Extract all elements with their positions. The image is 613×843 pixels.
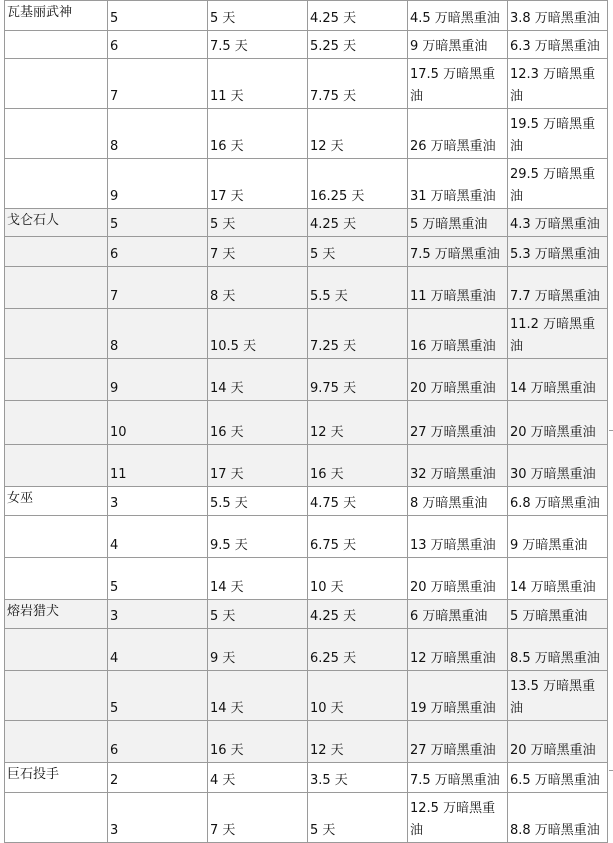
level-cell: 7 [108,59,208,109]
table-row [5,445,608,487]
empty-name-cell [5,401,108,445]
level-cell: 6 [108,31,208,59]
empty-name-cell [5,793,108,843]
troop-name-cell: 巨石投手 [5,763,108,793]
cost-a-cell: 26 万暗黑重油 [408,109,508,159]
cost-a-cell: 13 万暗黑重油 [408,516,508,558]
time-a-cell: 17 天 [208,445,308,487]
level-cell: 6 [108,237,208,267]
cost-b-cell: 4.3 万暗黑重油 [508,209,608,237]
troop-name-cell: 戈仑石人 [5,209,108,237]
table-row [5,763,608,793]
time-b-cell: 7.75 天 [308,59,408,109]
empty-name-cell [5,516,108,558]
time-a-cell: 4 天 [208,763,308,793]
cost-a-cell: 4.5 万暗黑重油 [408,1,508,31]
cost-a-cell: 27 万暗黑重油 [408,721,508,763]
empty-name-cell [5,558,108,600]
upgrade-table [4,0,608,843]
cost-a-cell: 12 万暗黑重油 [408,629,508,671]
cost-a-cell: 7.5 万暗黑重油 [408,237,508,267]
cost-a-cell: 11 万暗黑重油 [408,267,508,309]
time-a-cell: 5 天 [208,600,308,629]
cost-b-cell: 6.3 万暗黑重油 [508,31,608,59]
table-row [5,516,608,558]
time-a-cell: 16 天 [208,721,308,763]
cost-a-cell: 20 万暗黑重油 [408,359,508,401]
time-a-cell: 17 天 [208,159,308,209]
level-cell: 3 [108,600,208,629]
table-row [5,237,608,267]
empty-name-cell [5,671,108,721]
empty-name-cell [5,237,108,267]
time-b-cell: 10 天 [308,671,408,721]
cost-a-cell: 8 万暗黑重油 [408,487,508,516]
time-b-cell: 6.75 天 [308,516,408,558]
time-b-cell: 12 天 [308,401,408,445]
time-a-cell: 8 天 [208,267,308,309]
time-a-cell: 14 天 [208,558,308,600]
table-row [5,109,608,159]
time-b-cell: 5 天 [308,793,408,843]
level-cell: 4 [108,629,208,671]
cost-b-cell: 9 万暗黑重油 [508,516,608,558]
time-a-cell: 14 天 [208,359,308,401]
level-cell: 2 [108,763,208,793]
cost-b-cell: 7.7 万暗黑重油 [508,267,608,309]
cost-a-cell: 19 万暗黑重油 [408,671,508,721]
cost-b-cell: 8.8 万暗黑重油 [508,793,608,843]
cost-b-cell: 8.5 万暗黑重油 [508,629,608,671]
table-row [5,671,608,721]
cost-a-cell: 20 万暗黑重油 [408,558,508,600]
empty-name-cell [5,267,108,309]
edge-tick [609,770,613,771]
time-a-cell: 7 天 [208,793,308,843]
troop-name-cell: 瓦基丽武神 [5,1,108,31]
cost-a-cell: 5 万暗黑重油 [408,209,508,237]
level-cell: 5 [108,558,208,600]
cost-b-cell: 5.3 万暗黑重油 [508,237,608,267]
table-row [5,309,608,359]
level-cell: 8 [108,309,208,359]
cost-a-cell: 12.5 万暗黑重油 [408,793,508,843]
cost-b-cell: 6.5 万暗黑重油 [508,763,608,793]
cost-b-cell: 14 万暗黑重油 [508,558,608,600]
cost-b-cell: 20 万暗黑重油 [508,401,608,445]
cost-b-cell: 29.5 万暗黑重油 [508,159,608,209]
troop-name-cell: 熔岩猎犬 [5,600,108,629]
table-row [5,359,608,401]
table-row [5,793,608,843]
cost-b-cell: 19.5 万暗黑重油 [508,109,608,159]
time-a-cell: 9.5 天 [208,516,308,558]
upgrade-table-body [5,1,608,843]
time-a-cell: 16 天 [208,401,308,445]
edge-tick [609,430,613,431]
cost-a-cell: 16 万暗黑重油 [408,309,508,359]
level-cell: 9 [108,359,208,401]
time-b-cell: 10 天 [308,558,408,600]
level-cell: 5 [108,1,208,31]
time-a-cell: 16 天 [208,109,308,159]
empty-name-cell [5,445,108,487]
table-row [5,487,608,516]
empty-name-cell [5,31,108,59]
time-b-cell: 12 天 [308,721,408,763]
time-a-cell: 9 天 [208,629,308,671]
cost-a-cell: 6 万暗黑重油 [408,600,508,629]
time-b-cell: 4.25 天 [308,1,408,31]
level-cell: 11 [108,445,208,487]
time-a-cell: 7 天 [208,237,308,267]
level-cell: 9 [108,159,208,209]
table-row [5,629,608,671]
time-a-cell: 10.5 天 [208,309,308,359]
level-cell: 3 [108,793,208,843]
cost-b-cell: 30 万暗黑重油 [508,445,608,487]
time-b-cell: 5 天 [308,237,408,267]
table-row [5,267,608,309]
troop-name-cell: 女巫 [5,487,108,516]
time-b-cell: 5.5 天 [308,267,408,309]
cost-a-cell: 31 万暗黑重油 [408,159,508,209]
time-a-cell: 11 天 [208,59,308,109]
level-cell: 4 [108,516,208,558]
empty-name-cell [5,159,108,209]
cost-a-cell: 7.5 万暗黑重油 [408,763,508,793]
empty-name-cell [5,721,108,763]
time-b-cell: 5.25 天 [308,31,408,59]
time-b-cell: 4.75 天 [308,487,408,516]
time-b-cell: 12 天 [308,109,408,159]
time-b-cell: 16.25 天 [308,159,408,209]
cost-a-cell: 32 万暗黑重油 [408,445,508,487]
time-a-cell: 5.5 天 [208,487,308,516]
time-b-cell: 4.25 天 [308,209,408,237]
time-b-cell: 16 天 [308,445,408,487]
time-a-cell: 5 天 [208,1,308,31]
cost-b-cell: 12.3 万暗黑重油 [508,59,608,109]
level-cell: 5 [108,209,208,237]
table-row [5,59,608,109]
empty-name-cell [5,109,108,159]
cost-a-cell: 9 万暗黑重油 [408,31,508,59]
time-b-cell: 6.25 天 [308,629,408,671]
table-row [5,600,608,629]
level-cell: 6 [108,721,208,763]
table-row [5,31,608,59]
cost-b-cell: 5 万暗黑重油 [508,600,608,629]
empty-name-cell [5,629,108,671]
empty-name-cell [5,309,108,359]
level-cell: 10 [108,401,208,445]
table-row [5,209,608,237]
cost-b-cell: 3.8 万暗黑重油 [508,1,608,31]
time-b-cell: 9.75 天 [308,359,408,401]
table-row [5,159,608,209]
level-cell: 3 [108,487,208,516]
level-cell: 7 [108,267,208,309]
time-a-cell: 5 天 [208,209,308,237]
empty-name-cell [5,59,108,109]
time-b-cell: 3.5 天 [308,763,408,793]
time-a-cell: 14 天 [208,671,308,721]
cost-b-cell: 14 万暗黑重油 [508,359,608,401]
cost-a-cell: 17.5 万暗黑重油 [408,59,508,109]
cost-b-cell: 6.8 万暗黑重油 [508,487,608,516]
table-row [5,1,608,31]
table-row [5,401,608,445]
time-b-cell: 4.25 天 [308,600,408,629]
level-cell: 8 [108,109,208,159]
table-row [5,721,608,763]
level-cell: 5 [108,671,208,721]
cost-b-cell: 20 万暗黑重油 [508,721,608,763]
cost-b-cell: 13.5 万暗黑重油 [508,671,608,721]
table-row [5,558,608,600]
cost-b-cell: 11.2 万暗黑重油 [508,309,608,359]
time-a-cell: 7.5 天 [208,31,308,59]
time-b-cell: 7.25 天 [308,309,408,359]
empty-name-cell [5,359,108,401]
cost-a-cell: 27 万暗黑重油 [408,401,508,445]
